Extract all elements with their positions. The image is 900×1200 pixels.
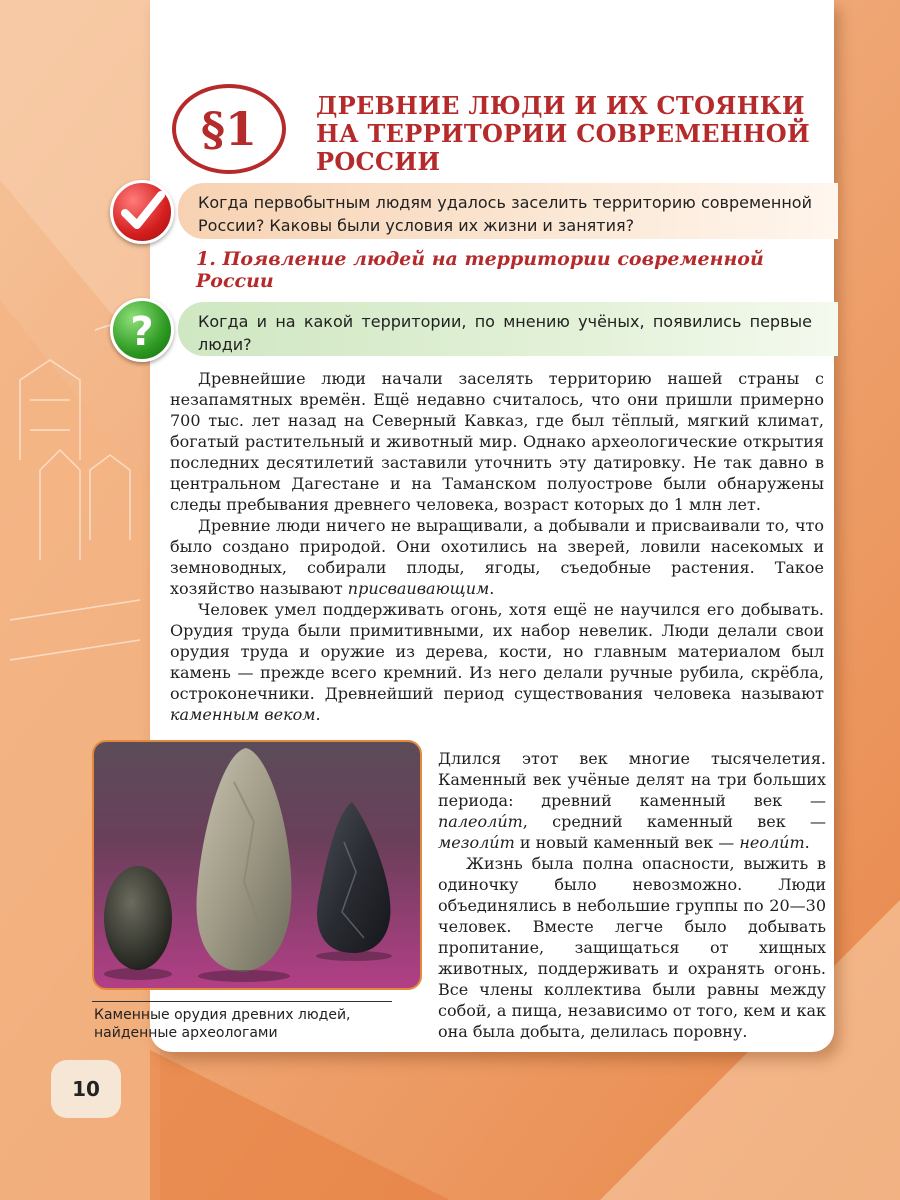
section-title-line: РОССИИ [316,147,441,176]
figure-caption: Каменные орудия древних людей, найденные археологами [94,1007,351,1041]
svg-text:?: ? [130,309,154,355]
key-term: каменным веком [170,705,316,724]
body-paragraph: Древние люди ничего не выращивали, а добывали и присваивали то, что было создано природой. Они охотились на зверей, ловили насекомых и земноводных, собирали плоды, ягоды, съедобные растения. Такое хозяйство называют присваивающим. [170,516,824,598]
question-band [178,302,838,356]
main-body-text [170,368,824,725]
body-paragraph: Длился этот век многие тысячелетия. Каменный век учёные делят на три больших периода: древний каменный век — палеоли́т, средний каменный век — мезоли́т и новый каменный век — неоли́т. [438,749,826,852]
lesson-goals-band [178,183,838,239]
subsection-heading: 1. Появление людей на территории современной России [196,248,764,292]
section-number-badge: §1 [172,84,286,174]
key-term: неоли́т [739,833,805,852]
section-title-line: НА ТЕРРИТОРИИ СОВРЕМЕННОЙ [316,119,810,148]
key-term: присваивающим [347,579,490,598]
key-term: мезоли́т [438,833,515,852]
flint-point-stone [316,802,392,961]
lesson-goals-text: Когда первобытным людям удалось заселить территорию современной России? Каковы были условия их жизни и занятия? [198,193,812,235]
chopper-stone [104,866,172,980]
section-title [316,92,816,176]
checkmark-icon [110,180,174,244]
question-text: Когда и на какой территории, по мнению учёных, появились первые люди? [198,312,812,354]
hand-axe-stone [197,748,292,982]
key-term: палеоли́т [438,812,523,831]
figure-side-text [438,748,826,1042]
body-paragraph: Человек умел поддерживать огонь, хотя ещё не научился его добывать. Орудия труда были примитивными, их набор невелик. Люди делали свои орудия труда и оружие из дерева, кости, но главным материалом был камень — прежде всего кремний. Из него делали ручные рубила, скрёбла, остроконечники. Древнейший период существования человека называют каменным веком. [170,600,824,724]
stone-tools-photo [92,740,422,990]
section-title-line: ДРЕВНИЕ ЛЮДИ И ИХ СТОЯНКИ [316,91,805,120]
question-mark-icon [110,298,174,362]
body-paragraph: Древнейшие люди начали заселять территорию нашей страны с незапамятных времён. Ещё недавно считалось, что они пришли примерно 700 тыс. лет назад на Северный Кавказ, где был тёплый, мягкий климат, богатый растительный и животный мир. Однако археологические открытия последних десятилетий заставили уточнить эту датировку. Не так давно в центральном Дагестане и на Таманском полуострове были обнаружены следы пребывания древнего человека, возраст которых до 1 млн лет. [170,369,824,514]
body-paragraph: Жизнь была полна опасности, выжить в одиночку было невозможно. Люди объединялись в небольшие группы по 20—30 человек. Вместе легче было добывать пропитание, защищаться от хищных животных, поддерживать и охранять огонь. Все члены коллектива были равны между собой, а пища, независимо от того, кем и как она была добыта, делилась поровну. [438,854,826,1041]
page-number: 10 [51,1060,121,1118]
caption-divider [92,1001,392,1002]
